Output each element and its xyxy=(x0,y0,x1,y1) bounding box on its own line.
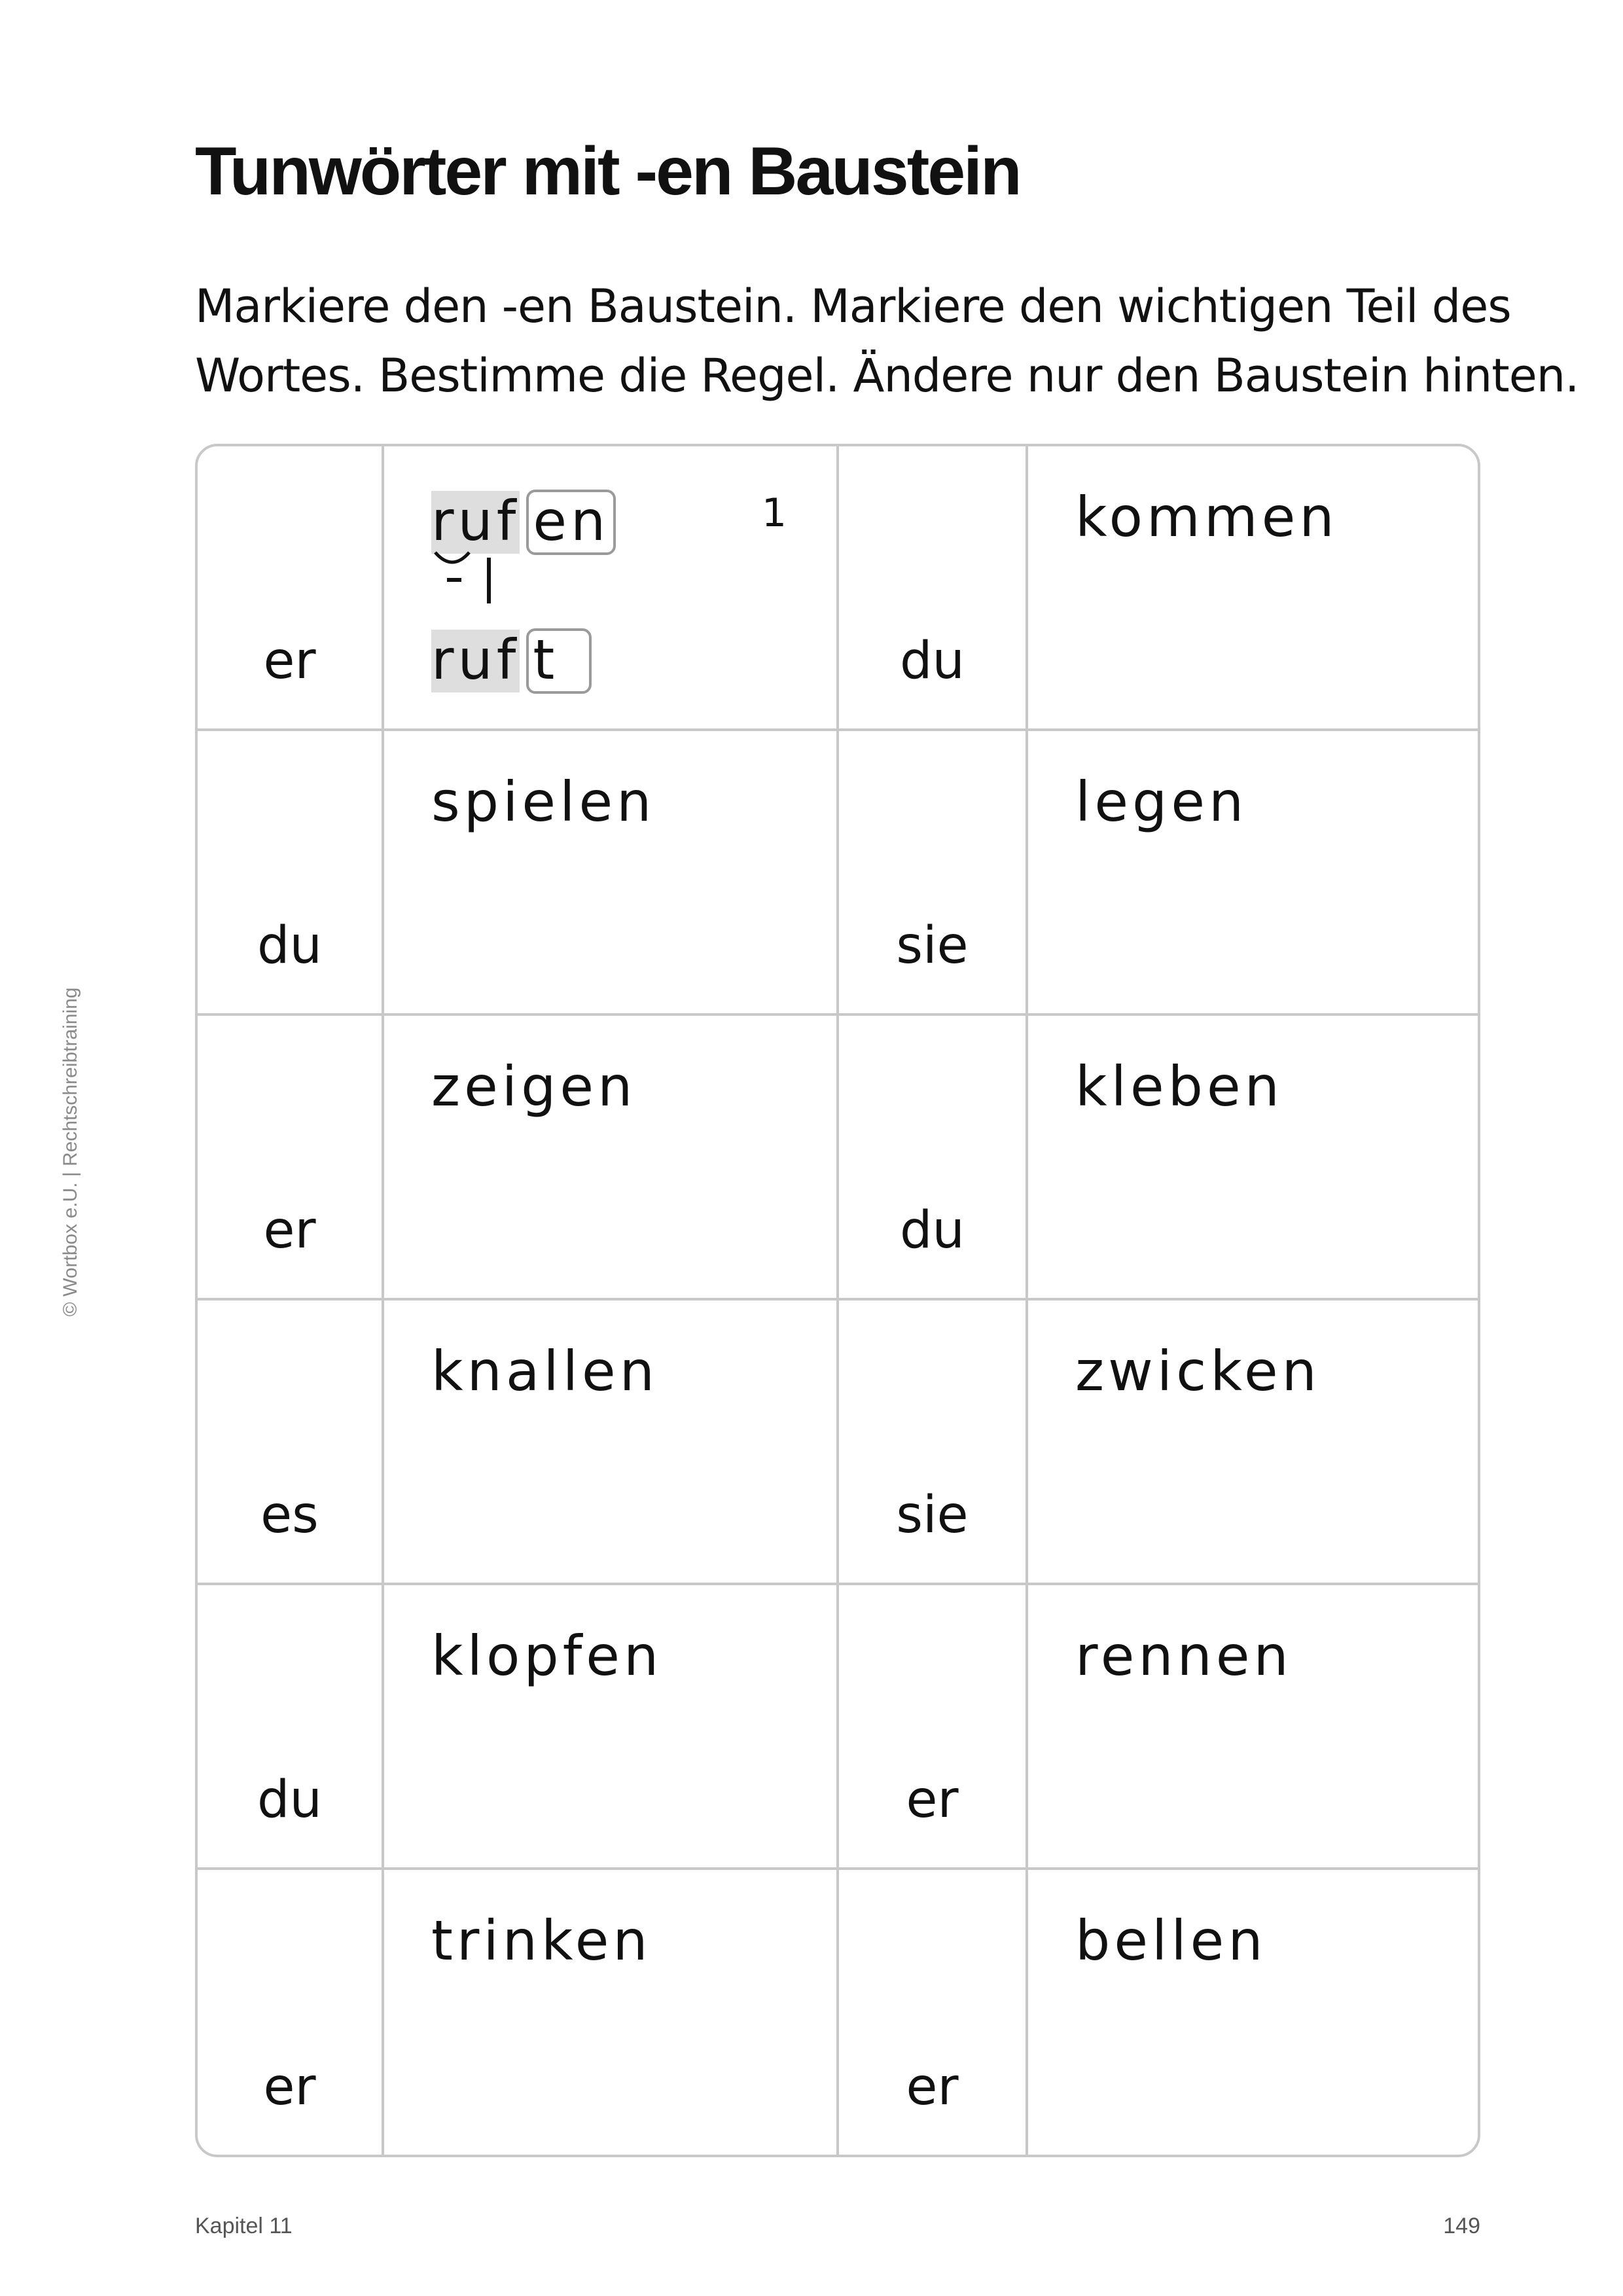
verb-word: rennen xyxy=(1075,1624,1293,1688)
verb-word: kleben xyxy=(1075,1054,1283,1119)
pronoun-cell xyxy=(839,1016,1028,1300)
pronoun-cell xyxy=(839,1300,1028,1585)
pronoun: du xyxy=(900,1201,965,1260)
pronoun-cell xyxy=(198,731,384,1016)
copyright-sidebar: © Wortbox e.U. | Rechtschreibtraining xyxy=(60,987,81,1317)
verb-word: kommen xyxy=(1075,485,1338,549)
verb-word: zwicken xyxy=(1075,1339,1321,1403)
word-cell[interactable] xyxy=(1028,1585,1478,1870)
pronoun: er xyxy=(263,632,316,691)
pronoun-cell xyxy=(839,1870,1028,2155)
pronoun: er xyxy=(263,1201,316,1260)
pronoun: sie xyxy=(896,916,969,975)
pronoun: es xyxy=(260,1486,319,1545)
instructions xyxy=(195,272,1579,410)
example-ending-box: t xyxy=(526,628,592,694)
example-conjugated xyxy=(431,628,592,694)
instructions-line-2: Wortes. Bestimme die Regel. Ändere nur den Baustein hinten. xyxy=(195,349,1579,403)
pronoun-cell xyxy=(839,731,1028,1016)
word-cell[interactable] xyxy=(384,1300,839,1585)
instructions-line-1: Markiere den -en Baustein. Markiere den wichtigen Teil des xyxy=(195,279,1511,333)
pronoun-cell xyxy=(839,446,1028,731)
page-title: Tunwörter mit -en Baustein xyxy=(195,134,1020,209)
pronoun: du xyxy=(900,632,965,691)
syllable-marks-icon xyxy=(431,545,516,617)
pronoun-cell xyxy=(198,1300,384,1585)
pronoun-cell xyxy=(198,1585,384,1870)
pronoun: du xyxy=(257,1770,322,1829)
verb-word: spielen xyxy=(431,770,656,834)
verb-word: zeigen xyxy=(431,1054,637,1119)
word-cell[interactable] xyxy=(1028,1016,1478,1300)
word-cell[interactable] xyxy=(384,1585,839,1870)
pronoun: er xyxy=(906,1770,959,1829)
example-ending-box: en xyxy=(526,490,616,555)
verb-word: knallen xyxy=(431,1339,658,1403)
example-stem-highlight: ruf xyxy=(431,489,520,553)
pronoun-cell xyxy=(198,446,384,731)
word-cell[interactable] xyxy=(384,731,839,1016)
verb-word: bellen xyxy=(1075,1909,1267,1973)
example-stem-highlight: ruf xyxy=(431,628,520,692)
pronoun-cell xyxy=(198,1870,384,2155)
pronoun: er xyxy=(906,2058,959,2117)
word-cell[interactable] xyxy=(1028,1300,1478,1585)
pronoun-cell xyxy=(839,1585,1028,1870)
pronoun: du xyxy=(257,916,322,975)
example-word-cell[interactable] xyxy=(384,446,839,731)
word-cell[interactable] xyxy=(384,1016,839,1300)
word-cell[interactable] xyxy=(1028,446,1478,731)
pronoun-cell xyxy=(198,1016,384,1300)
pronoun: er xyxy=(263,2058,316,2117)
verb-word: klopfen xyxy=(431,1624,663,1688)
exercise-table xyxy=(195,444,1480,2157)
word-cell[interactable] xyxy=(384,1870,839,2155)
pronoun: sie xyxy=(896,1486,969,1545)
word-cell[interactable] xyxy=(1028,731,1478,1016)
footer-chapter: Kapitel 11 xyxy=(195,2214,293,2238)
word-cell[interactable] xyxy=(1028,1870,1478,2155)
verb-word: legen xyxy=(1075,770,1248,834)
verb-word: trinken xyxy=(431,1909,652,1973)
example-number: 1 xyxy=(761,490,787,536)
footer-page-number: 149 xyxy=(1443,2214,1480,2238)
